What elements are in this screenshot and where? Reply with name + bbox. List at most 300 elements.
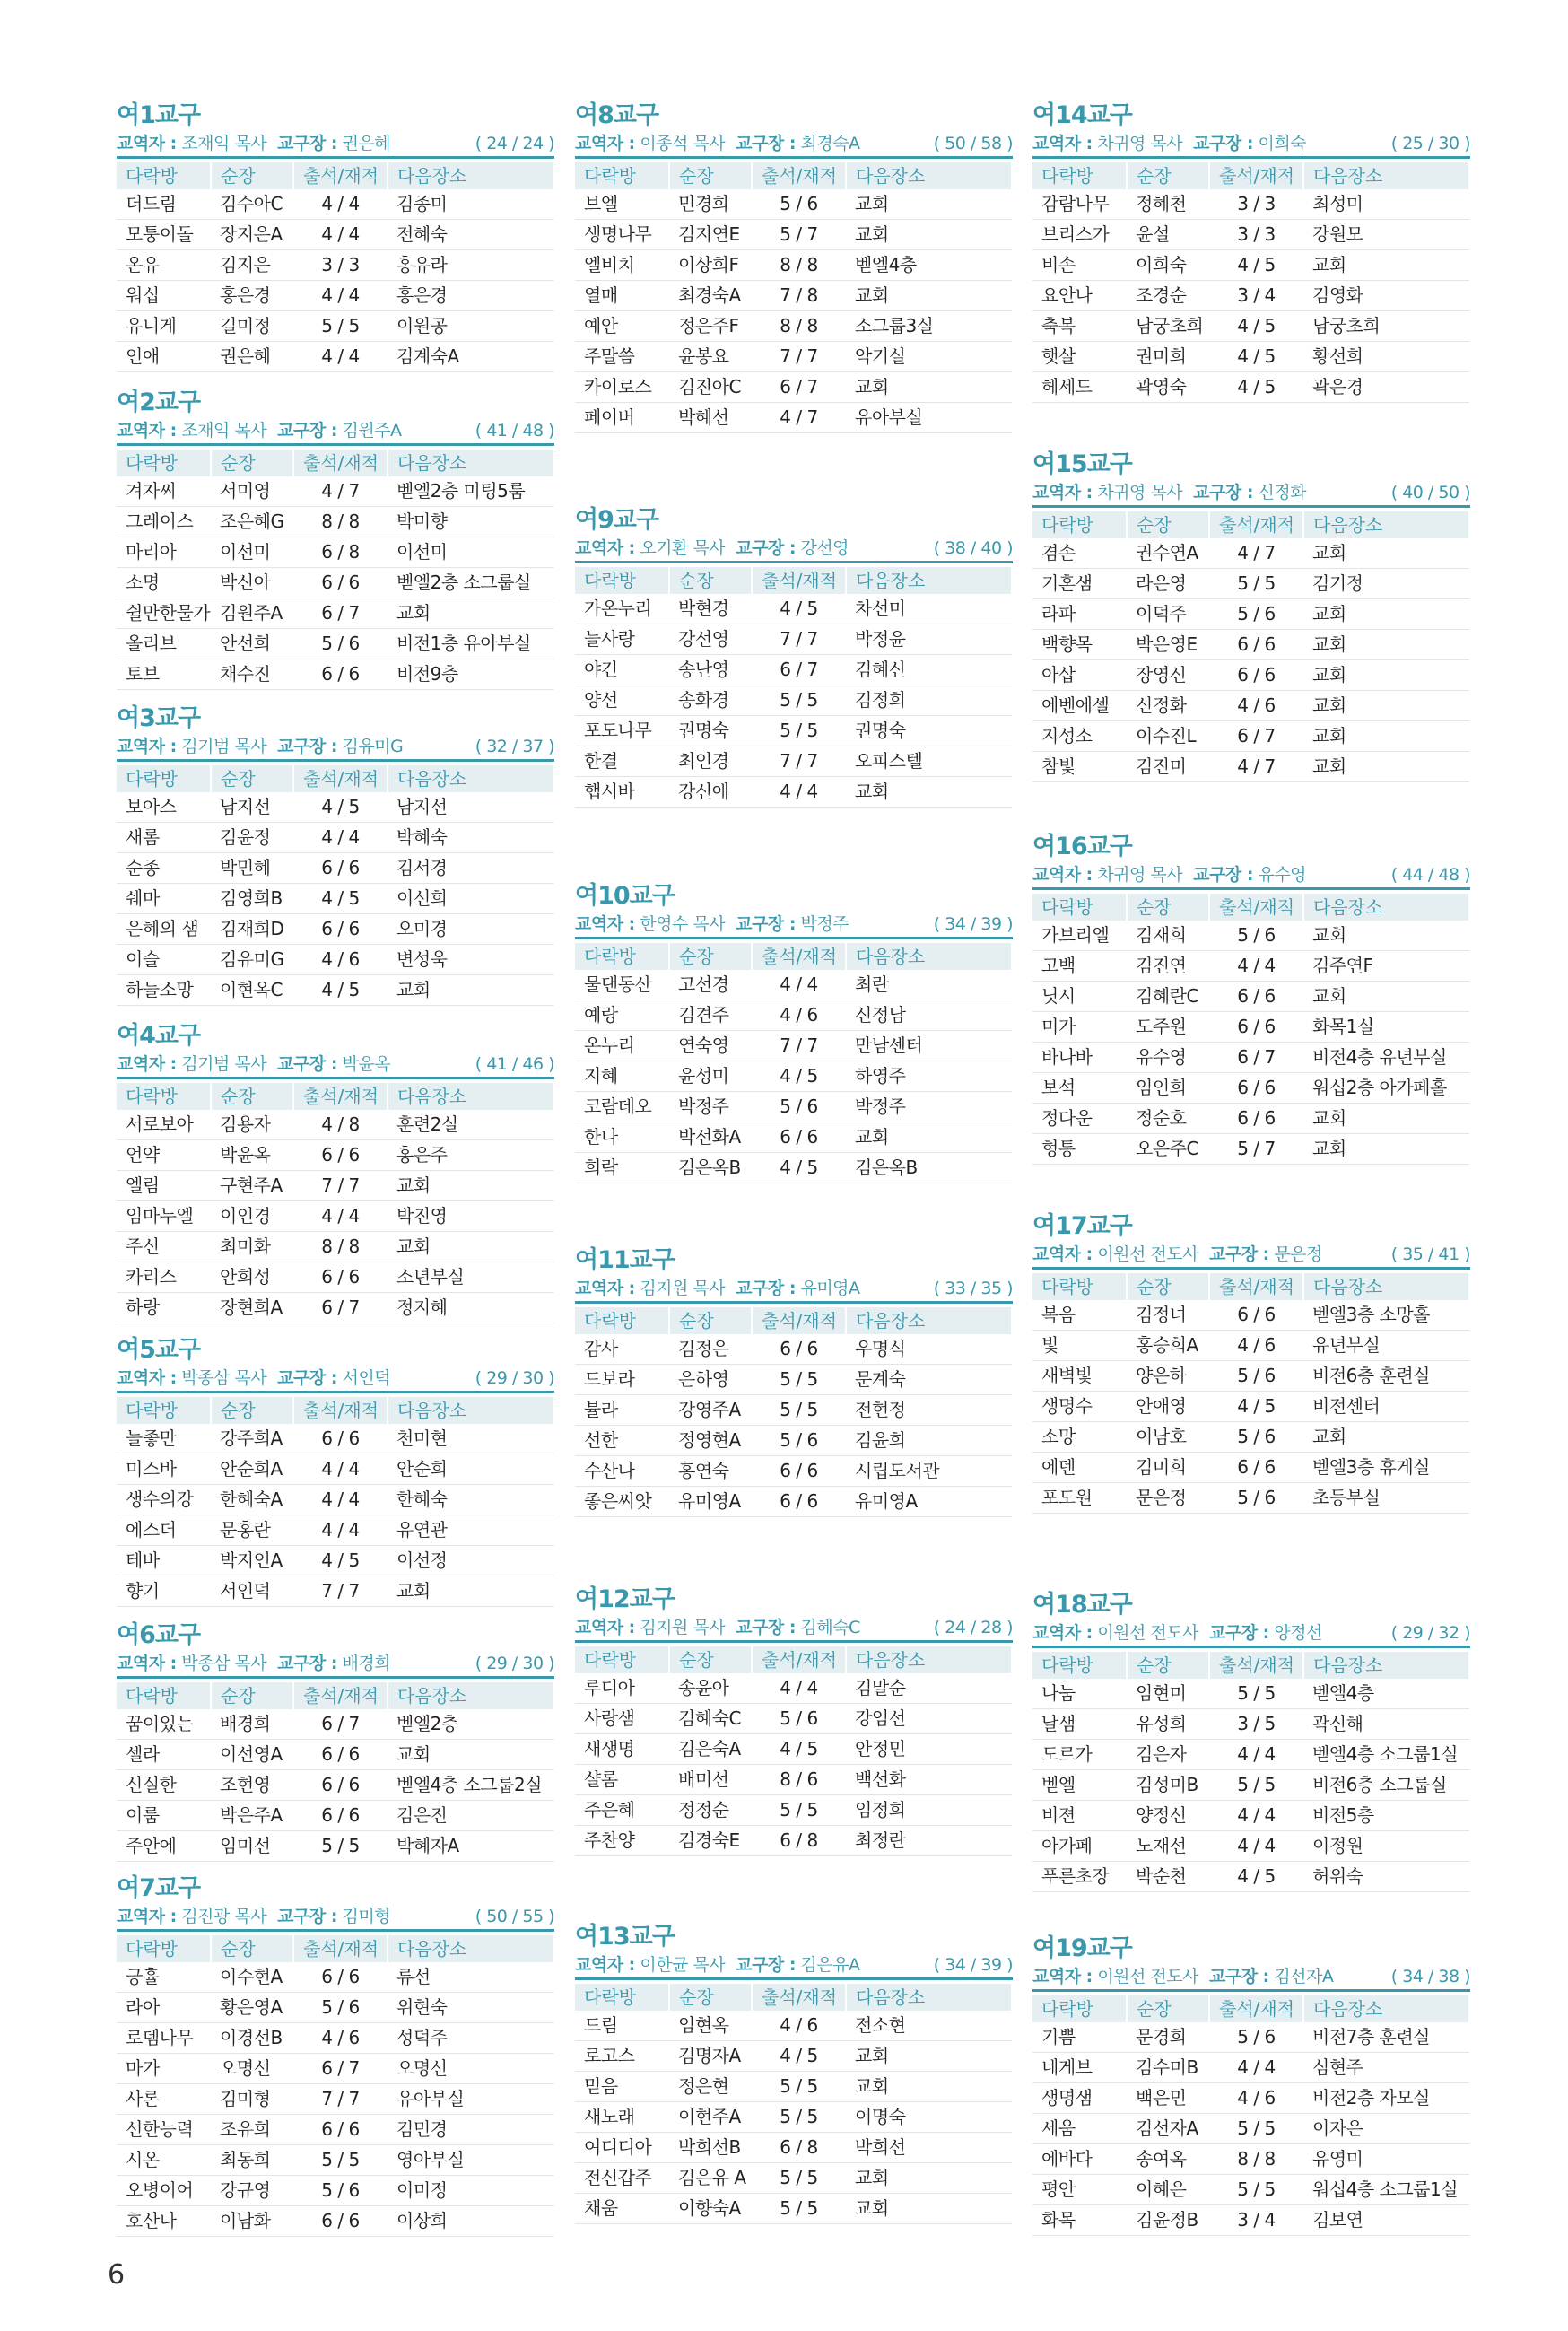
table-header-row — [575, 567, 1012, 594]
next-place: 교회 — [846, 2163, 1012, 2194]
header-leader: 순장 — [669, 162, 752, 189]
district-section — [575, 100, 1013, 433]
group-leader: 최미화 — [211, 1232, 293, 1262]
group-name: 감사 — [575, 1334, 669, 1365]
header-next-place: 다음장소 — [846, 1307, 1012, 1334]
group-leader: 최인경 — [669, 746, 752, 777]
group-leader: 강신애 — [669, 777, 752, 808]
group-leader: 조현영 — [211, 1770, 293, 1801]
group-leader: 김미희 — [1127, 1453, 1209, 1483]
next-place: 문계숙 — [846, 1365, 1012, 1395]
next-place: 차선미 — [846, 594, 1012, 624]
next-place: 박희선 — [846, 2133, 1012, 2163]
next-place: 교회 — [846, 2072, 1012, 2102]
group-name: 희락 — [575, 1153, 669, 1183]
group-leader: 이선영A — [211, 1740, 293, 1770]
table-header-row — [117, 450, 553, 476]
group-leader: 김선자A — [1127, 2114, 1209, 2144]
group-leader: 유수영 — [1127, 1043, 1209, 1073]
group-leader: 김정은 — [669, 1334, 752, 1365]
group-table — [117, 1935, 554, 2237]
attendance: 4 / 6 — [752, 2011, 846, 2041]
attendance: 5 / 5 — [1209, 1679, 1303, 1709]
group-leader: 안희성 — [211, 1262, 293, 1293]
attendance: 5 / 5 — [752, 1795, 846, 1826]
table-row — [1032, 1392, 1469, 1422]
leader-label: 교구장 : — [736, 1618, 796, 1637]
table-header-row — [575, 943, 1012, 970]
district-section — [117, 100, 554, 372]
next-place: 비전9층 — [388, 659, 553, 690]
district-info — [117, 734, 554, 762]
group-name: 복음 — [1032, 1300, 1127, 1331]
next-place: 교회 — [1303, 660, 1469, 691]
district-section — [575, 1922, 1013, 2224]
district-title: 여7교구 — [117, 1874, 201, 1902]
group-table — [117, 1682, 554, 1862]
attendance: 6 / 8 — [293, 537, 388, 568]
header-next-place: 다음장소 — [846, 567, 1012, 594]
attendance: 5 / 5 — [752, 2102, 846, 2133]
attendance-total: ( 25 / 30 ) — [1390, 134, 1470, 153]
header-group: 다락방 — [117, 450, 211, 476]
group-name: 하랑 — [117, 1293, 211, 1323]
leader-name: 문은정 — [1274, 1244, 1322, 1264]
group-leader: 김원주A — [211, 598, 293, 629]
attendance: 5 / 5 — [752, 1365, 846, 1395]
group-name: 형통 — [1032, 1134, 1127, 1165]
leader-name: 강선영 — [800, 538, 849, 558]
table-row — [575, 1826, 1012, 1856]
header-attendance: 출석/재적 — [1209, 1995, 1303, 2022]
attendance: 5 / 6 — [1209, 599, 1303, 630]
district-title: 여5교구 — [117, 1336, 201, 1364]
group-name: 선한 — [575, 1426, 669, 1456]
group-leader: 라은영 — [1127, 569, 1209, 599]
attendance: 6 / 8 — [752, 2133, 846, 2163]
pastor-label: 교역자 : — [575, 1618, 635, 1637]
leader-label: 교구장 : — [277, 134, 337, 153]
next-place: 김은옥B — [846, 1153, 1012, 1183]
pastor-name: 차귀영 목사 — [1097, 134, 1183, 153]
attendance: 4 / 4 — [293, 823, 388, 853]
group-name: 서로보아 — [117, 1110, 211, 1140]
attendance: 5 / 5 — [293, 1831, 388, 1862]
table-row — [575, 970, 1012, 1000]
group-leader: 은하영 — [669, 1365, 752, 1395]
header-leader: 순장 — [211, 1935, 293, 1962]
header-next-place: 다음장소 — [846, 162, 1012, 189]
leader-label: 교구장 : — [736, 1279, 796, 1298]
attendance: 7 / 7 — [752, 342, 846, 372]
district-title: 여3교구 — [117, 704, 201, 732]
table-row — [575, 1122, 1012, 1153]
attendance: 4 / 5 — [752, 1061, 846, 1092]
group-leader: 양은하 — [1127, 1361, 1209, 1392]
pastor-label: 교역자 : — [117, 421, 177, 441]
table-header-row — [1032, 1273, 1469, 1300]
next-place: 오피스텔 — [846, 746, 1012, 777]
group-leader: 신정화 — [1127, 691, 1209, 721]
group-name: 루디아 — [575, 1673, 669, 1704]
attendance: 4 / 6 — [293, 945, 388, 975]
group-name: 한결 — [575, 746, 669, 777]
next-place: 벧엘4층 — [1303, 1679, 1469, 1709]
attendance: 5 / 5 — [752, 685, 846, 716]
table-header-row — [575, 1646, 1012, 1673]
next-place: 정지혜 — [388, 1293, 553, 1323]
attendance: 4 / 5 — [1209, 1392, 1303, 1422]
group-leader: 황은영A — [211, 1993, 293, 2023]
group-leader: 구현주A — [211, 1171, 293, 1201]
next-place: 오명선 — [388, 2054, 553, 2084]
header-leader: 순장 — [669, 1984, 752, 2011]
leader-name: 신정화 — [1258, 483, 1307, 502]
table-row — [117, 1110, 553, 1140]
next-place: 화목1실 — [1303, 1012, 1469, 1043]
group-leader: 김재희 — [1127, 921, 1209, 951]
table-row — [1032, 1104, 1469, 1134]
table-header-row — [117, 1935, 553, 1962]
group-table — [117, 765, 554, 1006]
next-place: 벧엘2층 — [388, 1709, 553, 1740]
header-attendance: 출석/재적 — [293, 1397, 388, 1424]
attendance: 4 / 4 — [293, 189, 388, 220]
pastor-label: 교역자 : — [1032, 1967, 1093, 1986]
table-row — [1032, 1831, 1469, 1862]
table-row — [575, 2133, 1012, 2163]
leader-label: 교구장 : — [277, 1368, 337, 1388]
table-row — [1032, 189, 1469, 220]
group-leader: 김영희B — [211, 884, 293, 914]
leader-label: 교구장 : — [277, 1054, 337, 1074]
group-name: 도르가 — [1032, 1740, 1127, 1770]
attendance: 5 / 5 — [293, 2145, 388, 2176]
group-leader: 송화경 — [669, 685, 752, 716]
group-name: 새롬 — [117, 823, 211, 853]
table-header-row — [117, 1682, 553, 1709]
attendance: 5 / 5 — [752, 716, 846, 746]
table-row — [1032, 660, 1469, 691]
attendance: 4 / 6 — [1209, 1331, 1303, 1361]
table-row — [117, 342, 553, 372]
group-leader: 김혜숙C — [669, 1704, 752, 1734]
attendance: 5 / 5 — [752, 1395, 846, 1426]
group-name: 시온 — [117, 2145, 211, 2176]
group-name: 소망 — [1032, 1422, 1127, 1453]
district-section — [117, 1873, 554, 2237]
group-leader: 조경순 — [1127, 281, 1209, 311]
pastor-label: 교역자 : — [117, 1054, 177, 1074]
next-place: 교회 — [1303, 1134, 1469, 1165]
attendance: 4 / 4 — [293, 342, 388, 372]
header-attendance: 출석/재적 — [293, 1083, 388, 1110]
next-place: 허위숙 — [1303, 1862, 1469, 1892]
group-leader: 장현희A — [211, 1293, 293, 1323]
district-title: 여2교구 — [117, 388, 201, 416]
group-name: 은혜의 샘 — [117, 914, 211, 945]
header-attendance: 출석/재적 — [293, 1682, 388, 1709]
header-attendance: 출석/재적 — [293, 162, 388, 189]
next-place: 성덕주 — [388, 2023, 553, 2054]
group-name: 비젼 — [1032, 1801, 1127, 1831]
next-place: 전소현 — [846, 2011, 1012, 2041]
group-name: 테바 — [117, 1546, 211, 1576]
group-name: 토브 — [117, 659, 211, 690]
group-name: 햇살 — [1032, 342, 1127, 372]
group-table — [575, 1307, 1013, 1517]
district-info — [117, 1052, 554, 1079]
header-group: 다락방 — [1032, 894, 1127, 921]
attendance: 8 / 8 — [752, 311, 846, 342]
header-attendance: 출석/재적 — [1209, 1652, 1303, 1679]
table-row — [575, 2011, 1012, 2041]
district-section — [1032, 1934, 1470, 2236]
table-row — [1032, 1740, 1469, 1770]
leader-name: 김혜숙C — [800, 1618, 860, 1637]
table-row — [1032, 599, 1469, 630]
table-row — [575, 1153, 1012, 1183]
group-name: 가온누리 — [575, 594, 669, 624]
attendance: 4 / 4 — [1209, 1740, 1303, 1770]
next-place: 김정희 — [846, 685, 1012, 716]
leader-label: 교구장 : — [736, 134, 796, 153]
group-leader: 정순호 — [1127, 1104, 1209, 1134]
attendance: 4 / 4 — [293, 1515, 388, 1546]
group-name: 쉐마 — [117, 884, 211, 914]
group-leader: 임인희 — [1127, 1073, 1209, 1104]
attendance: 6 / 7 — [293, 1709, 388, 1740]
group-table — [1032, 511, 1470, 782]
table-row — [1032, 2205, 1469, 2236]
attendance: 4 / 5 — [1209, 250, 1303, 281]
attendance: 4 / 5 — [293, 792, 388, 823]
group-name: 로뎀나무 — [117, 2023, 211, 2054]
district-info — [117, 131, 554, 159]
next-place: 유아부실 — [846, 403, 1012, 433]
table-row — [1032, 569, 1469, 599]
group-leader: 김지은 — [211, 250, 293, 281]
group-name: 수산나 — [575, 1456, 669, 1487]
next-place: 곽은경 — [1303, 372, 1469, 403]
group-table — [117, 1397, 554, 1607]
next-place: 벧엘3층 소망홀 — [1303, 1300, 1469, 1331]
header-attendance: 출석/재적 — [752, 567, 846, 594]
group-name: 생수의강 — [117, 1485, 211, 1515]
next-place: 최란 — [846, 970, 1012, 1000]
header-group: 다락방 — [117, 1083, 211, 1110]
attendance-total: ( 40 / 50 ) — [1390, 483, 1470, 502]
header-leader: 순장 — [211, 1397, 293, 1424]
district-title: 여8교구 — [575, 101, 659, 129]
next-place: 안정민 — [846, 1734, 1012, 1765]
pastor-label: 교역자 : — [117, 737, 177, 756]
group-leader: 박은영E — [1127, 630, 1209, 660]
attendance: 8 / 8 — [752, 250, 846, 281]
group-leader: 홍은경 — [211, 281, 293, 311]
attendance: 8 / 8 — [1209, 2144, 1303, 2175]
group-name: 하늘소망 — [117, 975, 211, 1006]
attendance: 8 / 8 — [293, 507, 388, 537]
group-name: 카이로스 — [575, 372, 669, 403]
group-leader: 문은정 — [1127, 1483, 1209, 1514]
attendance: 4 / 5 — [293, 975, 388, 1006]
group-name: 로고스 — [575, 2041, 669, 2072]
pastor-label: 교역자 : — [117, 1907, 177, 1926]
table-row — [117, 1232, 553, 1262]
group-leader: 문경희 — [1127, 2022, 1209, 2053]
table-row — [1032, 1361, 1469, 1392]
group-name: 열매 — [575, 281, 669, 311]
district-section — [117, 388, 554, 690]
district-section — [575, 505, 1013, 808]
table-row — [575, 2102, 1012, 2133]
next-place: 교회 — [1303, 921, 1469, 951]
table-row — [1032, 1043, 1469, 1073]
header-attendance: 출석/재적 — [752, 1307, 846, 1334]
next-place: 비전1층 유아부실 — [388, 629, 553, 659]
next-place: 이선미 — [388, 537, 553, 568]
group-leader: 이수현A — [211, 1962, 293, 1993]
district-info — [117, 1904, 554, 1932]
group-leader: 서인덕 — [211, 1576, 293, 1607]
attendance-total: ( 29 / 32 ) — [1390, 1623, 1470, 1643]
group-leader: 강규영 — [211, 2176, 293, 2206]
group-name: 쉴만한물가 — [117, 598, 211, 629]
group-name: 채움 — [575, 2194, 669, 2224]
group-name: 인애 — [117, 342, 211, 372]
group-leader: 박신아 — [211, 568, 293, 598]
pastor-label: 교역자 : — [575, 1955, 635, 1975]
group-name: 헤세드 — [1032, 372, 1127, 403]
table-row — [117, 2145, 553, 2176]
attendance: 6 / 6 — [1209, 982, 1303, 1012]
header-leader: 순장 — [211, 450, 293, 476]
next-place: 워십2층 아가페홀 — [1303, 1073, 1469, 1104]
group-name: 바나바 — [1032, 1043, 1127, 1073]
next-place: 유미영A — [846, 1487, 1012, 1517]
group-name: 뷸라 — [575, 1395, 669, 1426]
attendance: 6 / 6 — [293, 1770, 388, 1801]
next-place: 교회 — [388, 598, 553, 629]
group-leader: 안애영 — [1127, 1392, 1209, 1422]
header-leader: 순장 — [1127, 1995, 1209, 2022]
next-place: 벧엘2층 미팅5룸 — [388, 476, 553, 507]
group-leader: 홍연숙 — [669, 1456, 752, 1487]
header-next-place: 다음장소 — [388, 1397, 553, 1424]
group-name: 믿음 — [575, 2072, 669, 2102]
group-name: 더드림 — [117, 189, 211, 220]
next-place: 교회 — [388, 1171, 553, 1201]
group-name: 마리아 — [117, 537, 211, 568]
group-name: 가브리엘 — [1032, 921, 1127, 951]
header-next-place: 다음장소 — [388, 1083, 553, 1110]
attendance: 7 / 7 — [293, 1171, 388, 1201]
district-info — [1032, 131, 1470, 159]
next-place: 곽신해 — [1303, 1709, 1469, 1740]
next-place: 김말순 — [846, 1673, 1012, 1704]
table-row — [1032, 281, 1469, 311]
table-row — [575, 403, 1012, 433]
attendance: 6 / 6 — [752, 1487, 846, 1517]
district-info — [575, 1615, 1013, 1643]
table-row — [117, 537, 553, 568]
attendance: 5 / 5 — [1209, 569, 1303, 599]
group-table — [117, 162, 554, 372]
next-place: 임정희 — [846, 1795, 1012, 1826]
group-leader: 임현미 — [1127, 1679, 1209, 1709]
header-group: 다락방 — [117, 1397, 211, 1424]
next-place: 심현주 — [1303, 2053, 1469, 2083]
table-row — [1032, 1300, 1469, 1331]
attendance: 4 / 4 — [293, 220, 388, 250]
group-name: 한나 — [575, 1122, 669, 1153]
group-leader: 강선영 — [669, 624, 752, 655]
attendance: 6 / 7 — [752, 655, 846, 685]
pastor-label: 교역자 : — [575, 134, 635, 153]
attendance: 7 / 7 — [293, 1576, 388, 1607]
attendance: 5 / 5 — [1209, 2175, 1303, 2205]
attendance: 4 / 4 — [752, 1673, 846, 1704]
attendance: 4 / 5 — [752, 1153, 846, 1183]
attendance: 6 / 7 — [293, 2054, 388, 2084]
group-table — [575, 943, 1013, 1183]
group-name: 에벤에셀 — [1032, 691, 1127, 721]
attendance: 3 / 3 — [1209, 220, 1303, 250]
attendance: 5 / 5 — [293, 311, 388, 342]
table-row — [575, 716, 1012, 746]
header-group: 다락방 — [117, 765, 211, 792]
group-leader: 도주원 — [1127, 1012, 1209, 1043]
table-header-row — [1032, 511, 1469, 538]
next-place: 권명숙 — [846, 716, 1012, 746]
next-place: 유영미 — [1303, 2144, 1469, 2175]
group-leader: 정은현 — [669, 2072, 752, 2102]
group-leader: 김은유 A — [669, 2163, 752, 2194]
attendance: 4 / 4 — [1209, 1831, 1303, 1862]
table-row — [575, 1365, 1012, 1395]
group-name: 언약 — [117, 1140, 211, 1171]
table-header-row — [575, 1984, 1012, 2011]
group-name: 선한능력 — [117, 2115, 211, 2145]
group-leader: 박윤옥 — [211, 1140, 293, 1171]
table-row — [575, 746, 1012, 777]
leader-name: 김선자A — [1274, 1967, 1334, 1986]
header-group: 다락방 — [117, 162, 211, 189]
table-row — [1032, 538, 1469, 569]
group-leader: 박현경 — [669, 594, 752, 624]
table-row — [575, 624, 1012, 655]
table-row — [1032, 1073, 1469, 1104]
next-place: 교회 — [846, 2194, 1012, 2224]
attendance: 6 / 6 — [293, 1424, 388, 1454]
table-row — [1032, 691, 1469, 721]
group-leader: 홍승희A — [1127, 1331, 1209, 1361]
next-place: 박혜자A — [388, 1831, 553, 1862]
table-row — [117, 1740, 553, 1770]
group-name: 늘좋만 — [117, 1424, 211, 1454]
next-place: 홍유라 — [388, 250, 553, 281]
next-place: 벧엘4층 — [846, 250, 1012, 281]
group-leader: 정영현A — [669, 1426, 752, 1456]
pastor-name: 김지원 목사 — [640, 1618, 726, 1637]
table-row — [117, 476, 553, 507]
header-leader: 순장 — [1127, 511, 1209, 538]
attendance: 6 / 6 — [752, 1122, 846, 1153]
district-title: 여19교구 — [1032, 1934, 1132, 1962]
group-leader: 배미선 — [669, 1765, 752, 1795]
group-name: 빛 — [1032, 1331, 1127, 1361]
